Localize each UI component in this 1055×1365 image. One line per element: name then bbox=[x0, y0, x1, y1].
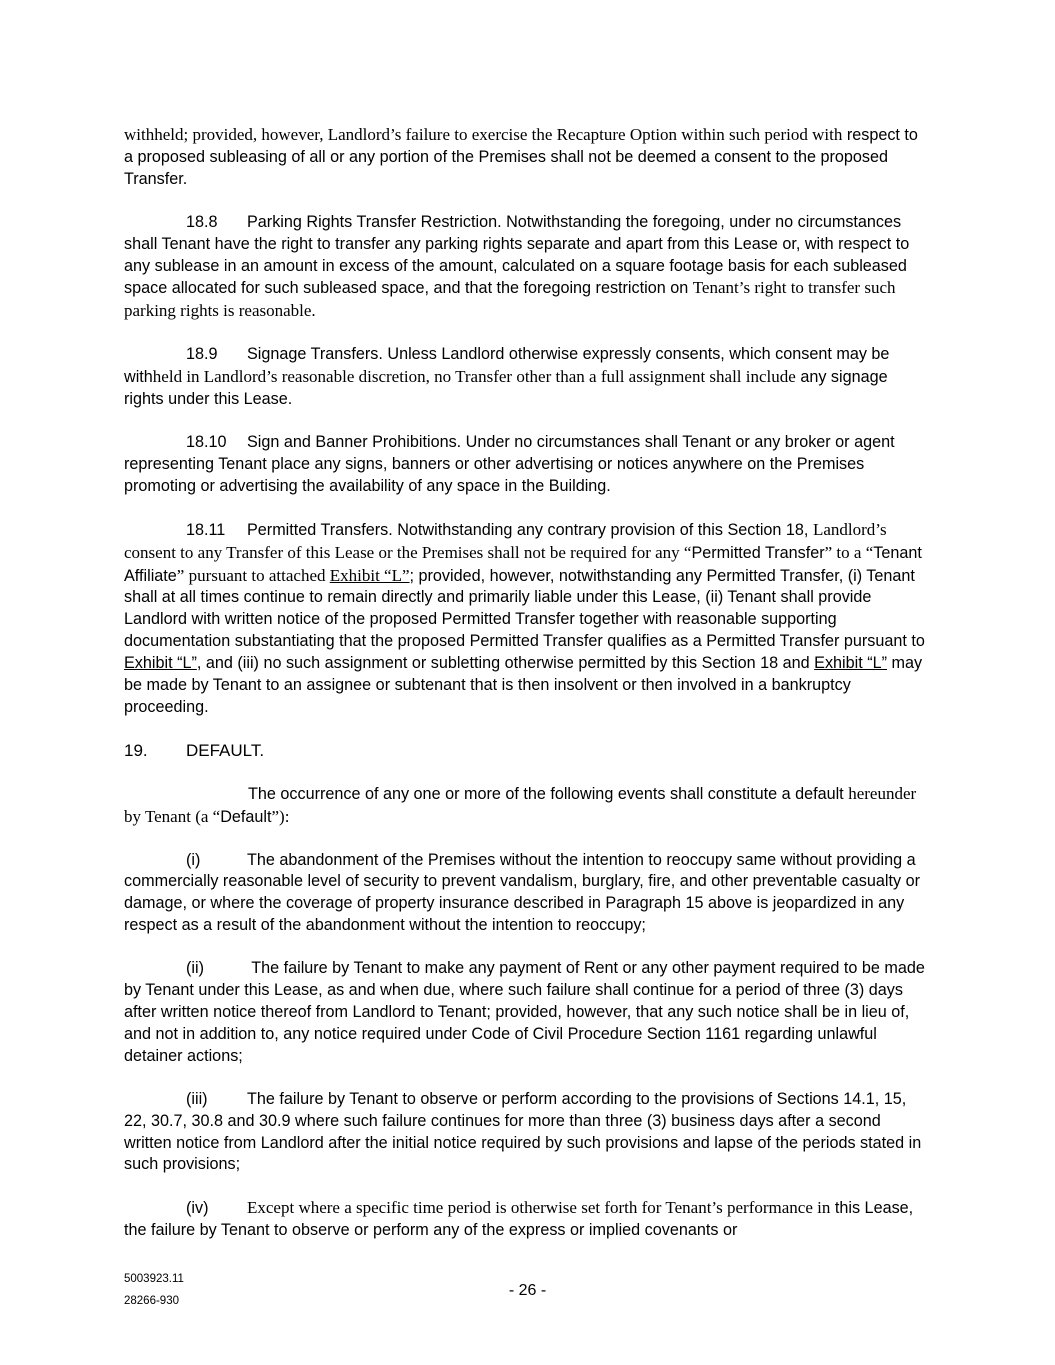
default-item-iii bbox=[124, 1089, 929, 1177]
item-number: (ii) bbox=[186, 959, 204, 978]
intro-text: respect to a proposed subleasing of all or any portion of the Premises shall not be deemed a consent to the proposed Transfer. bbox=[124, 126, 918, 188]
intro-body: The occurrence of any one or more of the following events shall constitute a default bbox=[248, 784, 849, 803]
section-title: Sign and Banner Prohibitions. bbox=[247, 432, 462, 451]
intro-serif-end: ”): bbox=[271, 806, 290, 826]
section-body-serif: Tenant’s right to transfer such parking rights is reasonable. bbox=[124, 278, 896, 321]
matter-id: 28266-930 bbox=[124, 1295, 179, 1307]
section-body: Unless Landlord otherwise expressly consents, which consent may be with bbox=[124, 345, 890, 387]
exhibit-reference: Exhibit “L” bbox=[124, 654, 197, 673]
section-body: Under no circumstances shall Tenant or any broker or agent representing Tenant place any signs, banners or other advertising or notices anywhere on the Premises promoting or advertising the availability of any space in the Building. bbox=[124, 432, 895, 495]
section-number: 18.10 bbox=[186, 432, 227, 451]
section-title: Permitted Transfers. bbox=[247, 520, 393, 539]
intro-paragraph bbox=[124, 124, 929, 191]
section-body-tail: any signage rights under this Lease. bbox=[124, 368, 888, 409]
item-body: The failure by Tenant to make any payment of Rent or any other payment required to be made by Tenant under this Lease, as and when due, where such failure shall continue for a period of three (3) days after written notice thereof from Landlord to Tenant; provided, however, that any such notice shall be in lieu of, and not in addition to, any notice required under Code of Civil Procedure Section 1161 regarding unlawful detainer actions; bbox=[124, 959, 925, 1065]
intro-serif-text: withheld; provided, however, Landlord’s failure to exercise the Recapture Option within such period with bbox=[124, 125, 843, 144]
section-body-serif: ” pursuant to attached bbox=[176, 565, 330, 585]
section-18-9 bbox=[124, 344, 929, 411]
section-18-10 bbox=[124, 432, 929, 498]
exhibit-reference: Exhibit “L” bbox=[329, 565, 410, 585]
exhibit-reference: Exhibit “L” bbox=[814, 654, 888, 673]
section-body-serif: Landlord’s consent to any Transfer of this Lease or the Premises shall not be required for any “ bbox=[124, 519, 887, 562]
section-19-intro bbox=[124, 783, 929, 829]
item-body: The failure by Tenant to observe or perform according to the provisions of Sections 14.1, 15, 22, 30.7, 30.8 and 30.9 where such failure continues for more than three (3) business days after a second written notice from Landlord after the initial notice required by such provisions and lapse of the periods stated in such provisions; bbox=[124, 1089, 922, 1174]
item-number: (iv) bbox=[186, 1199, 209, 1218]
defined-term-permitted-transfer: Permitted Transfer bbox=[691, 543, 825, 562]
intro-serif: hereunder by Tenant (a “ bbox=[124, 783, 917, 826]
defined-term-default: Default bbox=[220, 807, 272, 826]
default-item-i bbox=[124, 850, 929, 938]
section-18-8 bbox=[124, 212, 929, 324]
section-18-11 bbox=[124, 519, 929, 719]
section-body: Notwithstanding any contrary provision of this Section 18, bbox=[392, 520, 813, 539]
item-body: this Lease, the failure by Tenant to observe or perform any of the express or implied covenants or bbox=[124, 1199, 914, 1240]
section-body: ; provided, however, notwithstanding any Permitted Transfer, (i) Tenant shall at all times continue to remain directly and primarily liable under this Lease, (ii) Tenant shall provide Landlord with written notice of the proposed Permitted Transfer together with reasonable supporting documentation substantiating that the proposed Permitted Transfer qualifies as a Permitted Transfer pursuant to bbox=[124, 566, 925, 651]
section-body-serif: held in Landlord’s reasonable discretion, no Transfer other than a full assignment shall include bbox=[152, 367, 796, 387]
document-id: 5003923.11 bbox=[124, 1273, 184, 1285]
section-body: Notwithstanding the foregoing, under no circumstances shall Tenant have the right to transfer any parking rights separate and apart from this Lease or, with respect to any sublease in an amount in excess of the amount, calculated on a square footage basis for each subleased space allocated for such subleased space, and that the foregoing restriction on bbox=[124, 212, 910, 298]
item-body-serif: Except where a specific time period is otherwise set forth for Tenant’s performance in bbox=[247, 1198, 831, 1218]
item-body: The abandonment of the Premises without the intention to reoccupy same without providing a commercially reasonable level of security to prevent vandalism, burglary, fire, and other preventable casualty or damage, or where the coverage of property insurance described in Paragraph 15 above is jeopardized in any respect as a result of the abandonment without the intention to reoccupy; bbox=[124, 850, 920, 935]
section-body: , and (iii) no such assignment or subletting otherwise permitted by this Section 18 and bbox=[196, 654, 815, 673]
section-title: Signage Transfers. bbox=[247, 345, 383, 364]
section-number: 18.9 bbox=[186, 345, 218, 364]
page-body bbox=[124, 124, 929, 1263]
section-title: Parking Rights Transfer Restriction. bbox=[247, 212, 502, 231]
section-body: may be made by Tenant to an assignee or subtenant that is then insolvent or then involved in a bankruptcy proceeding. bbox=[124, 654, 923, 716]
section-body-serif: ” to a “ bbox=[824, 542, 874, 562]
section-number: 18.8 bbox=[186, 212, 218, 231]
default-item-iv bbox=[124, 1197, 929, 1242]
section-19-heading bbox=[124, 740, 929, 762]
section-number: 19. bbox=[124, 740, 148, 760]
defined-term-tenant-affiliate: Tenant Affiliate bbox=[124, 543, 922, 585]
page-number: - 26 - bbox=[508, 1282, 547, 1299]
default-item-ii bbox=[124, 958, 929, 1068]
heading-period: . bbox=[259, 740, 265, 760]
item-number: (i) bbox=[186, 850, 201, 869]
section-number: 18.11 bbox=[186, 520, 226, 539]
item-number: (iii) bbox=[186, 1089, 208, 1108]
section-heading-title: DEFAULT bbox=[186, 740, 260, 760]
